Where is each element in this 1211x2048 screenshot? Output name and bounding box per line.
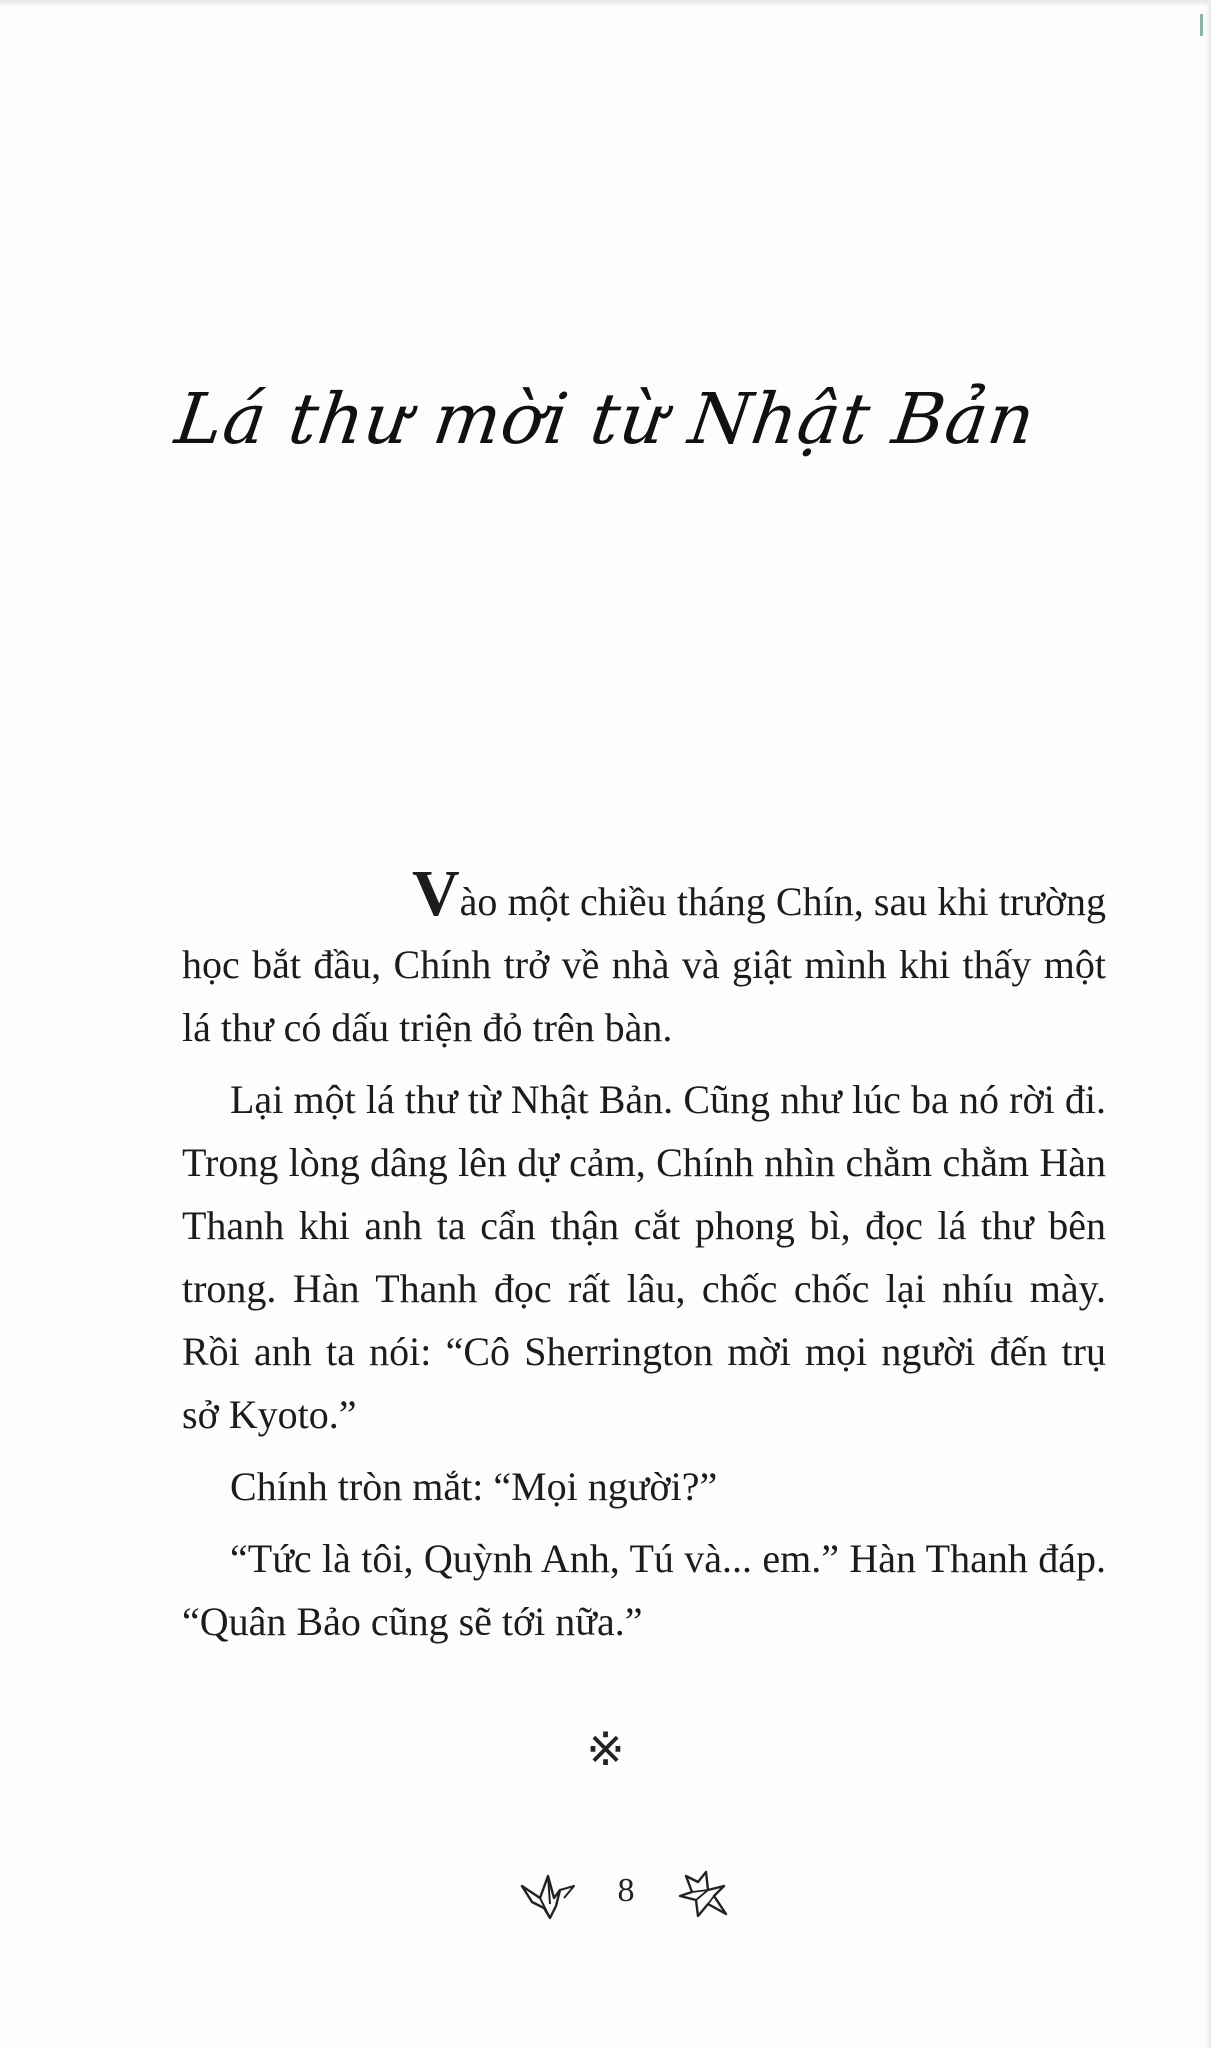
page-edge-mark (1200, 14, 1203, 36)
paragraph-2: Lại một lá thư từ Nhật Bản. Cũng như lúc ba nó rời đi. Trong lòng dâng lên dự cảm, Chính nhìn chằm chằm Hàn Thanh khi anh ta cẩn thận cắt phong bì, đọc lá thư bên trong. Hàn Thanh đọc rất lâu, chốc chốc lại nhíu mày. Rồi anh ta nói: “Cô Sherrington mời mọi người đến trụ sở Kyoto.” (182, 1077, 1106, 1437)
paragraph-1-text: ào một chiều tháng Chín, sau khi trường học bắt đầu, Chính trở về nhà và giật mình khi thấy một lá thư có dấu triện đỏ trên bàn. (182, 879, 1106, 1050)
paper-crane-left-icon (520, 1868, 584, 1929)
page-top-edge (0, 0, 1211, 6)
paper-crane-right-icon (676, 1868, 740, 1929)
paragraph-1 (182, 857, 1106, 1059)
chapter-title: Lá thư mời từ Nhật Bản (170, 378, 1041, 460)
page-number: 8 (617, 1872, 635, 1909)
paragraph-4: “Tức là tôi, Quỳnh Anh, Tú và... em.” Hàn Thanh đáp. “Quân Bảo cũng sẽ tới nữa.” (182, 1536, 1106, 1644)
section-divider-icon: ※ (586, 1722, 625, 1776)
chapter-body (182, 857, 1106, 1662)
page-footer (0, 1868, 1211, 1928)
paragraph-3: Chính tròn mắt: “Mọi người?” (230, 1464, 718, 1509)
drop-cap: V (412, 857, 460, 930)
